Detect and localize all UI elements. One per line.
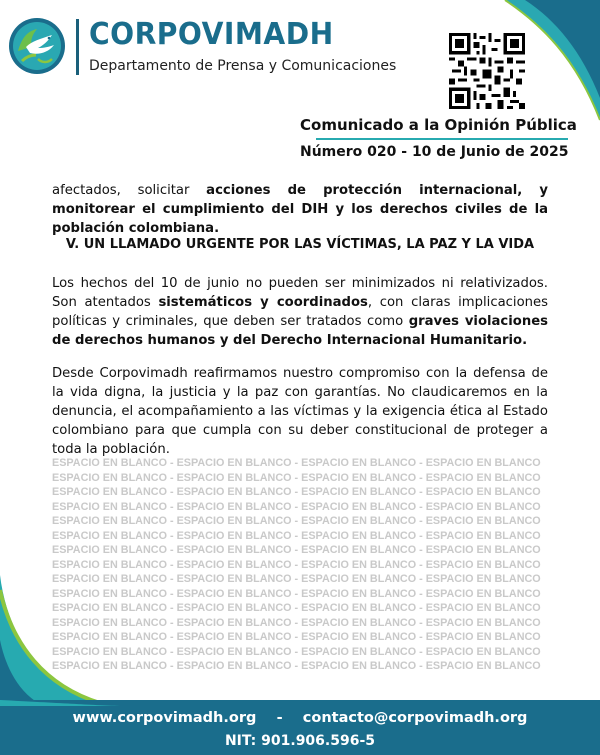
section-heading: V. UN LLAMADO URGENTE POR LAS VÍCTIMAS, LA PAZ Y LA VIDA — [65, 237, 535, 252]
paragraph-2-bold-1: sistemáticos y coordinados — [158, 295, 368, 310]
paragraph-2-bold-2: graves violaciones de derechos humanos y del Derecho Internacional Humanitario. — [52, 314, 548, 348]
blank-space-line: ESPACIO EN BLANCO - ESPACIO EN BLANCO - ESPACIO EN BLANCO - ESPACIO EN BLANCO — [52, 660, 541, 672]
blank-space-line: ESPACIO EN BLANCO - ESPACIO EN BLANCO - ESPACIO EN BLANCO - ESPACIO EN BLANCO — [52, 602, 541, 614]
communique-number-date: Número 020 - 10 de Junio de 2025 — [300, 144, 569, 160]
blank-space-line: ESPACIO EN BLANCO - ESPACIO EN BLANCO - ESPACIO EN BLANCO - ESPACIO EN BLANCO — [52, 471, 541, 484]
footer-nit: NIT: 901.906.596-5 — [224, 733, 376, 749]
blank-space-line: ESPACIO EN BLANCO - ESPACIO EN BLANCO - ESPACIO EN BLANCO - ESPACIO EN BLANCO — [52, 645, 541, 658]
paragraph-3: Desde Corpovimadh reafirmamos nuestro compromiso con la defensa de la vida digna, la justicia y la paz con garantías. No claudicaremos en la denuncia, el acompañamiento a las víctimas y la exigencia ética al Estado colombiano para que cumpla con su deber constitucional de proteger a toda la población. — [52, 366, 548, 457]
paragraph-2-text-2: , con claras implicaciones políticas y criminales, que deben ser tratados como — [52, 295, 548, 329]
department-name: Departamento de Prensa y Comunicaciones — [89, 58, 397, 74]
paragraph-2-text-1: Los hechos del 10 de junio no pueden ser minimizados ni relativizados. Son atentados — [52, 276, 548, 310]
communique-title: Comunicado a la Opinión Pública — [300, 116, 577, 134]
blank-space-line: ESPACIO EN BLANCO - ESPACIO EN BLANCO - ESPACIO EN BLANCO - ESPACIO EN BLANCO — [52, 558, 541, 571]
paragraph-1-text: afectados, solicitar — [52, 183, 207, 198]
paragraph-1-bold: acciones de protección internacional, y monitorear el cumplimiento del DIH y los derechos civiles de la población colombiana. — [52, 183, 548, 236]
blank-space-line: ESPACIO EN BLANCO - ESPACIO EN BLANCO - ESPACIO EN BLANCO - ESPACIO EN BLANCO — [52, 515, 541, 527]
blank-space-line: ESPACIO EN BLANCO - ESPACIO EN BLANCO - ESPACIO EN BLANCO - ESPACIO EN BLANCO — [52, 587, 541, 600]
blank-space-line: ESPACIO EN BLANCO - ESPACIO EN BLANCO - ESPACIO EN BLANCO - ESPACIO EN BLANCO — [52, 529, 541, 542]
brand-name: CORPOVIMADH — [89, 17, 334, 52]
blank-space-line: ESPACIO EN BLANCO - ESPACIO EN BLANCO - ESPACIO EN BLANCO - ESPACIO EN BLANCO — [52, 500, 541, 513]
blank-space-line: ESPACIO EN BLANCO - ESPACIO EN BLANCO - ESPACIO EN BLANCO - ESPACIO EN BLANCO — [52, 573, 541, 585]
blank-space-line: ESPACIO EN BLANCO - ESPACIO EN BLANCO - ESPACIO EN BLANCO - ESPACIO EN BLANCO — [52, 631, 541, 643]
blank-space-line: ESPACIO EN BLANCO - ESPACIO EN BLANCO - ESPACIO EN BLANCO - ESPACIO EN BLANCO — [52, 457, 541, 469]
footer-contact: www.corpovimadh.org - contacto@corpovimadh.org — [72, 710, 528, 726]
blank-space-line: ESPACIO EN BLANCO - ESPACIO EN BLANCO - ESPACIO EN BLANCO - ESPACIO EN BLANCO — [52, 544, 541, 556]
blank-space-line: ESPACIO EN BLANCO - ESPACIO EN BLANCO - ESPACIO EN BLANCO - ESPACIO EN BLANCO — [52, 616, 541, 629]
blank-space-line: ESPACIO EN BLANCO - ESPACIO EN BLANCO - ESPACIO EN BLANCO - ESPACIO EN BLANCO — [52, 486, 541, 498]
